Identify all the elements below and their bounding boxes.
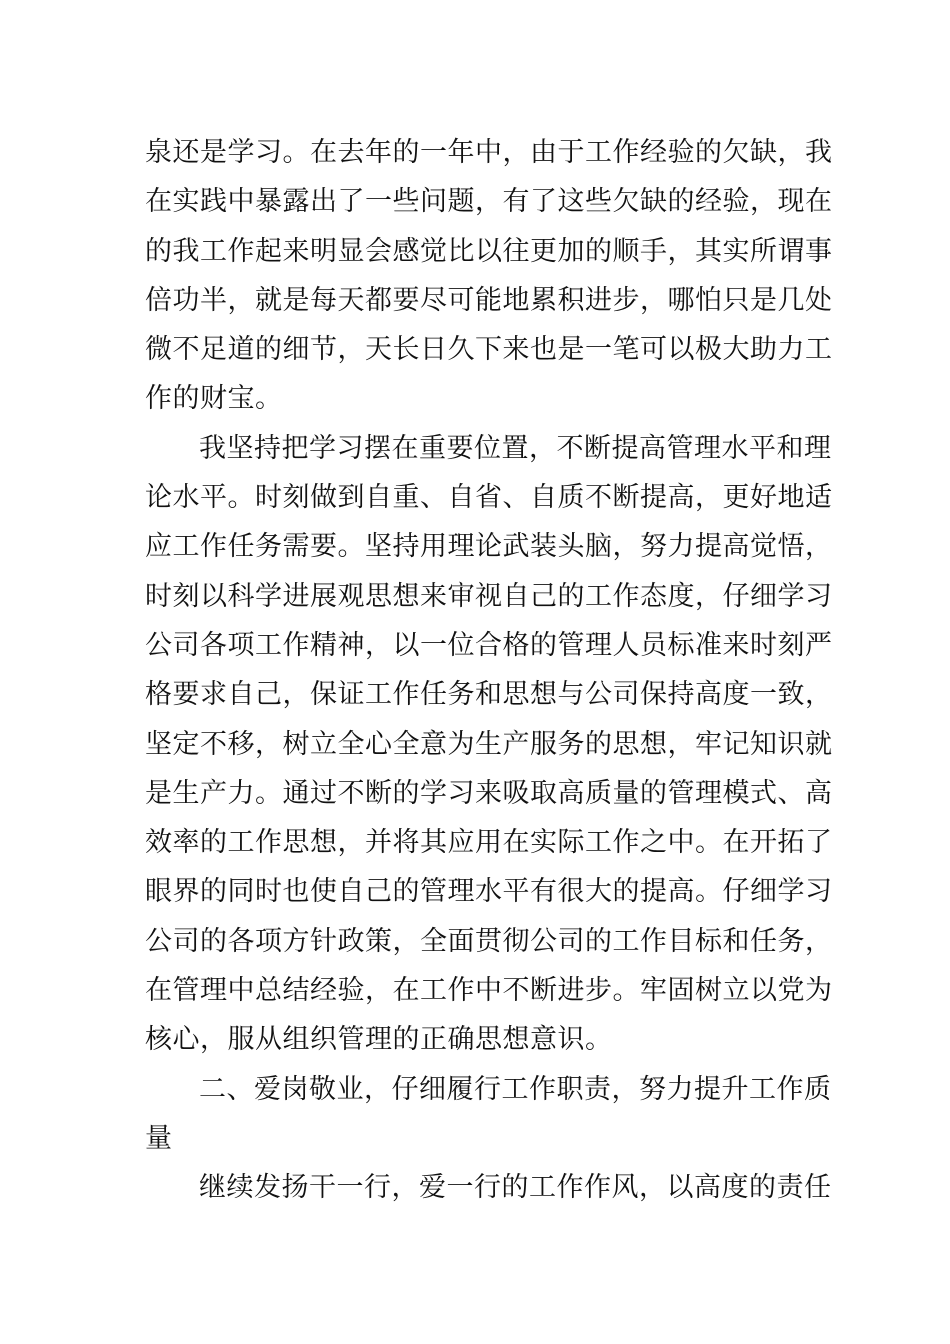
text-line: 核心，服从组织管理的正确思想意识。 bbox=[145, 1024, 613, 1056]
text-line: 应工作任务需要。坚持用理论武装头脑，努力提高觉悟， bbox=[145, 531, 833, 563]
text-line: 我坚持把学习摆在重要位置，不断提高管理水平和理 bbox=[199, 432, 832, 464]
body-text bbox=[145, 128, 833, 1213]
text-line: 效率的工作思想，并将其应用在实际工作之中。在开拓了 bbox=[145, 827, 833, 859]
text-line: 微不足道的细节，天长日久下来也是一笔可以极大助力工 bbox=[145, 334, 833, 366]
text-line: 的我工作起来明显会感觉比以往更加的顺手，其实所谓事 bbox=[145, 235, 833, 267]
text-line: 公司的各项方针政策，全面贯彻公司的工作目标和任务， bbox=[145, 925, 833, 957]
text-line: 坚定不移，树立全心全意为生产服务的思想，牢记知识就 bbox=[145, 728, 833, 760]
text-line: 作的财宝。 bbox=[145, 383, 283, 415]
text-line: 论水平。时刻做到自重、自省、自质不断提高，更好地适 bbox=[145, 482, 833, 514]
text-line: 倍功半，就是每天都要尽可能地累积进步，哪怕只是几处 bbox=[145, 284, 833, 316]
text-line: 公司各项工作精神，以一位合格的管理人员标准来时刻严 bbox=[145, 629, 833, 661]
text-line: 继续发扬干一行，爱一行的工作作风，以高度的责任 bbox=[199, 1172, 832, 1204]
text-line: 在实践中暴露出了一些问题，有了这些欠缺的经验，现在 bbox=[145, 186, 833, 218]
text-line: 眼界的同时也使自己的管理水平有很大的提高。仔细学习 bbox=[145, 876, 833, 908]
text-line: 格要求自己，保证工作任务和思想与公司保持高度一致， bbox=[145, 679, 833, 711]
text-line: 泉还是学习。在去年的一年中，由于工作经验的欠缺，我 bbox=[145, 137, 833, 168]
text-line: 二、爱岗敬业，仔细履行工作职责，努力提升工作质 bbox=[199, 1073, 832, 1105]
text-line: 在管理中总结经验，在工作中不断进步。牢固树立以党为 bbox=[145, 975, 833, 1007]
text-line: 量 bbox=[145, 1122, 173, 1154]
text-line: 是生产力。通过不断的学习来吸取高质量的管理模式、高 bbox=[145, 777, 833, 809]
text-line: 时刻以科学进展观思想来审视自己的工作态度，仔细学习 bbox=[145, 580, 833, 612]
